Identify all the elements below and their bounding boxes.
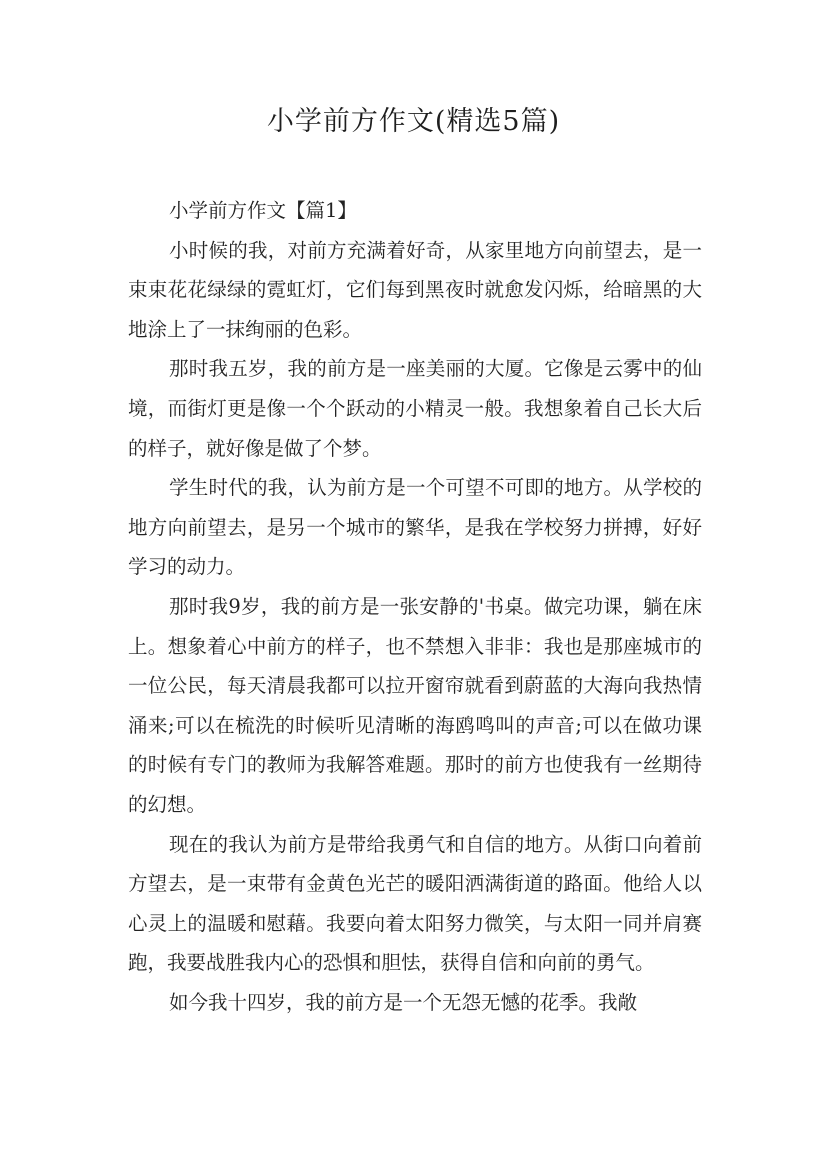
document-title: 小学前方作文(精选5篇) xyxy=(266,106,561,137)
paragraph: 那时我五岁，我的前方是一座美丽的大厦。它像是云雾中的仙境，而街灯更是像一个个跃动的小精灵一般。我想象着自己长大后的样子，就好像是做了个梦。 xyxy=(128,357,702,460)
document-body xyxy=(128,191,702,1022)
paragraph: 小时候的我，对前方充满着好奇，从家里地方向前望去，是一束束花花绿绿的霓虹灯，它们每到黑夜时就愈发闪烁，给暗黑的大地涂上了一抹绚丽的色彩。 xyxy=(128,238,702,341)
paragraph: 现在的我认为前方是带给我勇气和自信的地方。从街口向着前方望去，是一束带有金黄色光芒的暖阳洒满街道的路面。他给人以心灵上的温暖和慰藉。我要向着太阳努力微笑，与太阳一同并肩赛跑，我要战胜我内心的恐惧和胆怯，获得自信和向前的勇气。 xyxy=(128,832,702,975)
paragraph: 如今我十四岁，我的前方是一个无怨无憾的花季。我敞 xyxy=(169,990,638,1014)
paragraph: 那时我9岁，我的前方是一张安静的'书桌。做完功课，躺在床上。想象着心中前方的样子，也不禁想入非非：我也是那座城市的一位公民，每天清晨我都可以拉开窗帘就看到蔚蓝的大海向我热情涌来;可以在梳洗的时候听见清晰的海鸥鸣叫的声音;可以在做功课的时候有专门的教师为我解答难题。那时的前方也使我有一丝期待的幻想。 xyxy=(128,594,702,816)
paragraph: 学生时代的我，认为前方是一个可望不可即的地方。从学校的地方向前望去，是另一个城市的繁华，是我在学校努力拼搏，好好学习的动力。 xyxy=(128,476,702,579)
section-heading: 小学前方作文【篇1】 xyxy=(169,199,357,222)
